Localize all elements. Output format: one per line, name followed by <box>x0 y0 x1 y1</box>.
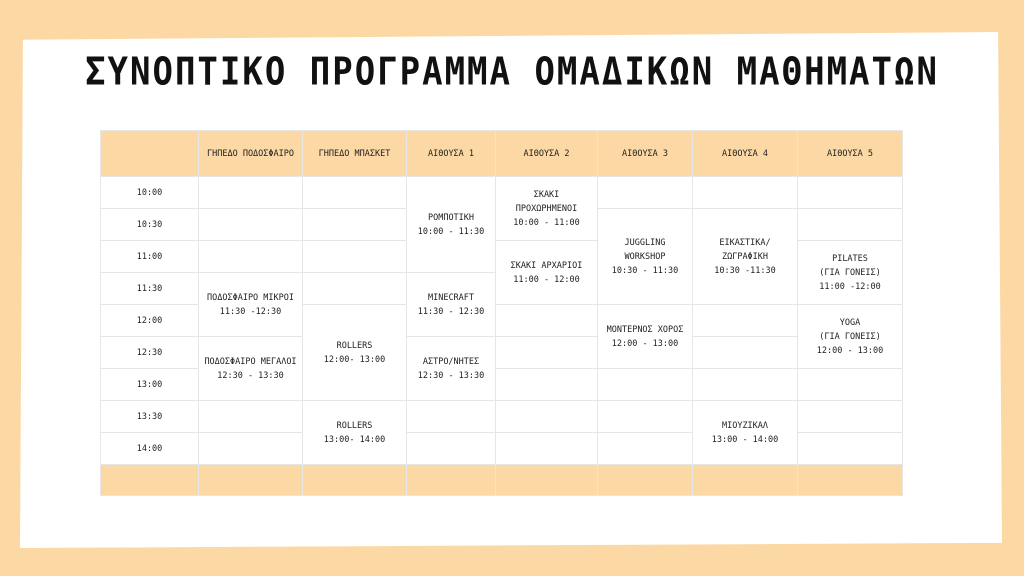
empty-cell <box>303 241 407 273</box>
page-title: ΣΥΝΟΠΤΙΚΟ ΠΡΟΓΡΑΜΜΑ ΟΜΑΔΙΚΩΝ ΜΑΘΗΜΑΤΩΝ <box>85 49 939 95</box>
empty-cell <box>798 209 903 241</box>
empty-cell <box>199 401 303 433</box>
event-chess-beginners: ΣΚΑΚΙ ΑΡΧΑΡΙΟΙ 11:00 - 12:00 <box>496 241 598 305</box>
event-rollers-2: ROLLERS 13:00- 14:00 <box>303 401 407 465</box>
empty-cell <box>303 177 407 209</box>
time-slot: 13:00 <box>101 369 199 401</box>
event-football-big: ΠΟΔΟΣΦΑΙΡΟ ΜΕΓΑΛΟΙ 12:30 - 13:30 <box>199 337 303 401</box>
table-row <box>101 337 903 369</box>
header-basketball-court: ΓΗΠΕΔΟ ΜΠΑΣΚΕΤ <box>303 131 407 177</box>
table-row <box>101 177 903 209</box>
empty-cell <box>407 401 496 433</box>
time-slot: 11:00 <box>101 241 199 273</box>
empty-cell <box>199 433 303 465</box>
empty-cell <box>303 273 407 305</box>
footer-cell <box>101 465 199 496</box>
header-room-3: ΑΙΘΟΥΣΑ 3 <box>598 131 693 177</box>
empty-cell <box>598 369 693 401</box>
empty-cell <box>598 433 693 465</box>
empty-cell <box>598 177 693 209</box>
empty-cell <box>598 401 693 433</box>
empty-cell <box>693 177 798 209</box>
empty-cell <box>693 305 798 337</box>
footer-cell <box>693 465 798 496</box>
empty-cell <box>798 401 903 433</box>
event-football-small: ΠΟΔΟΣΦΑΙΡΟ ΜΙΚΡΟΙ 11:30 -12:30 <box>199 273 303 337</box>
header-room-5: ΑΙΘΟΥΣΑ 5 <box>798 131 903 177</box>
time-slot: 14:00 <box>101 433 199 465</box>
empty-cell <box>693 337 798 369</box>
event-minecraft: MINECRAFT 11:30 - 12:30 <box>407 273 496 337</box>
time-slot: 12:30 <box>101 337 199 369</box>
footer-cell <box>598 465 693 496</box>
header-room-4: ΑΙΘΟΥΣΑ 4 <box>693 131 798 177</box>
empty-cell <box>798 177 903 209</box>
table-row <box>101 401 903 433</box>
empty-cell <box>496 337 598 369</box>
event-art: ΕΙΚΑΣΤΙΚΑ/ ΖΩΓΡΑΦΙΚΗ 10:30 -11:30 <box>693 209 798 305</box>
event-chess-advanced: ΣΚΑΚΙ ΠΡΟΧΩΡΗΜΕΝΟΙ 10:00 - 11:00 <box>496 177 598 241</box>
event-modern-dance: ΜΟΝΤΕΡΝΟΣ ΧΟΡΟΣ 12:00 - 13:00 <box>598 305 693 369</box>
empty-cell <box>693 369 798 401</box>
empty-cell <box>407 433 496 465</box>
event-juggling: JUGGLING WORKSHOP 10:30 - 11:30 <box>598 209 693 305</box>
footer-cell <box>199 465 303 496</box>
empty-cell <box>496 433 598 465</box>
schedule-table <box>100 130 903 496</box>
time-slot: 11:30 <box>101 273 199 305</box>
time-slot: 10:00 <box>101 177 199 209</box>
empty-cell <box>798 433 903 465</box>
footer-cell <box>798 465 903 496</box>
empty-cell <box>798 369 903 401</box>
event-astro: ΑΣΤΡΟ/ΝΗΤΕΣ 12:30 - 13:30 <box>407 337 496 401</box>
event-musical: ΜΙΟΥΖΙΚΑΛ 13:00 - 14:00 <box>693 401 798 465</box>
event-yoga: YOGA (ΓΙΑ ΓΟΝΕΙΣ) 12:00 - 13:00 <box>798 305 903 369</box>
empty-cell <box>496 369 598 401</box>
time-slot: 10:30 <box>101 209 199 241</box>
empty-cell <box>303 209 407 241</box>
empty-cell <box>496 305 598 337</box>
header-row <box>101 131 903 177</box>
header-corner <box>101 131 199 177</box>
time-slot: 12:00 <box>101 305 199 337</box>
empty-cell <box>199 209 303 241</box>
footer-cell <box>407 465 496 496</box>
event-robotics: ΡΟΜΠΟΤΙΚΗ 10:00 - 11:30 <box>407 177 496 273</box>
footer-row <box>101 465 903 496</box>
header-room-1: ΑΙΘΟΥΣΑ 1 <box>407 131 496 177</box>
empty-cell <box>496 401 598 433</box>
empty-cell <box>199 241 303 273</box>
time-slot: 13:30 <box>101 401 199 433</box>
empty-cell <box>199 177 303 209</box>
footer-cell <box>496 465 598 496</box>
footer-cell <box>303 465 407 496</box>
header-football-field: ΓΗΠΕΔΟ ΠΟΔΟΣΦΑΙΡΟ <box>199 131 303 177</box>
header-room-2: ΑΙΘΟΥΣΑ 2 <box>496 131 598 177</box>
event-pilates: PILATES (ΓΙΑ ΓΟΝΕΙΣ) 11:00 -12:00 <box>798 241 903 305</box>
event-rollers-1: ROLLERS 12:00- 13:00 <box>303 305 407 401</box>
